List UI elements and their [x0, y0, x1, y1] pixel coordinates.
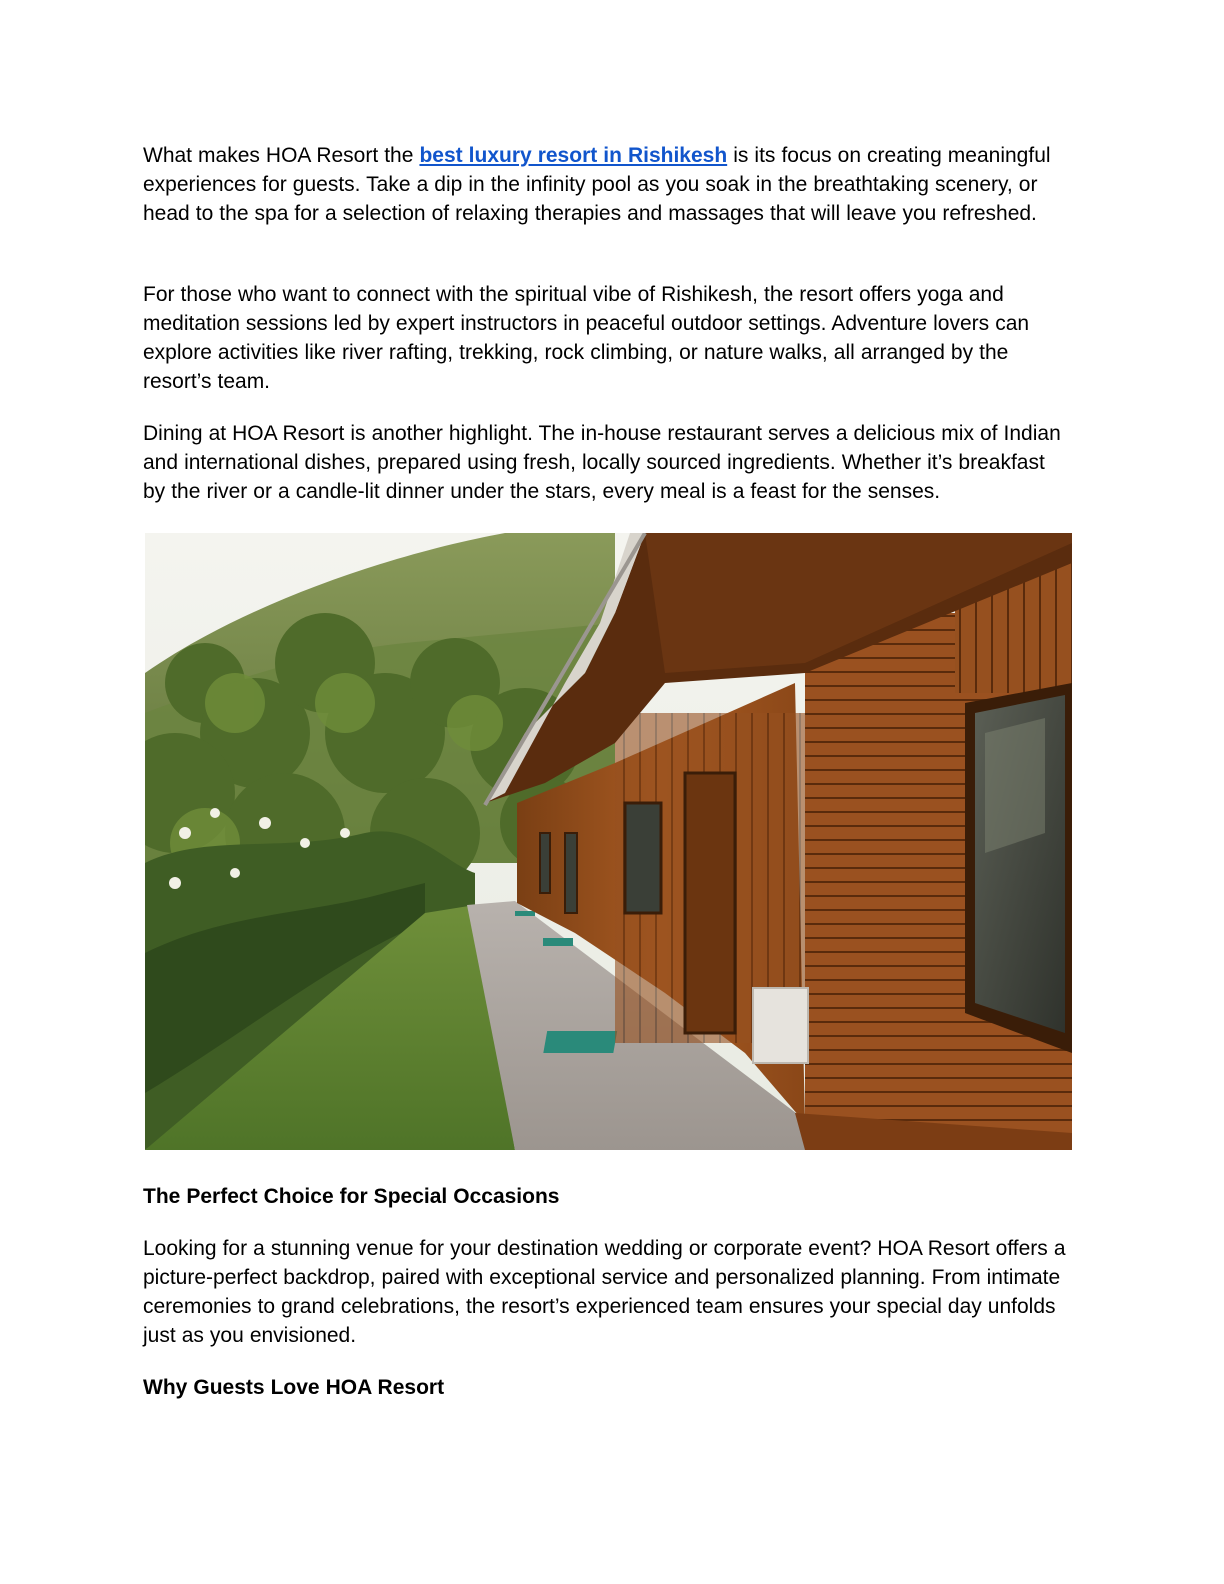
paragraph-intro-text-end: is its focus on creating meaningful experiences for guests. Take a dip in the infinity pool as you soak in the breathtaking scenery, or head to the spa for a selection of relaxing therapies and massages that will leave you refreshed.	[143, 144, 1051, 225]
resort-cottage-photo	[145, 533, 1072, 1150]
resort-cottage-illustration	[145, 533, 1072, 1150]
paragraph-intro-text-start: What makes HOA Resort the	[143, 144, 420, 167]
paragraph-dining: Dining at HOA Resort is another highlight. The in-house restaurant serves a delicious mix of Indian and international dishes, prepared using fresh, locally sourced ingredients. Whether it’s breakfast by the river or a candle-lit dinner under the stars, every meal is a feast for the senses.	[143, 422, 1061, 503]
best-luxury-resort-link[interactable]: best luxury resort in Rishikesh	[419, 144, 728, 167]
paragraph-intro	[143, 141, 1073, 228]
paragraph-events: Looking for a stunning venue for your destination wedding or corporate event? HOA Resort offers a picture-perfect backdrop, paired with exceptional service and personalized planning. From intimate ceremonies to grand celebrations, the resort’s experienced team ensures your special day unfolds just as you envisioned.	[143, 1237, 1066, 1347]
paragraph-activities: For those who want to connect with the spiritual vibe of Rishikesh, the resort offers yoga and meditation sessions led by expert instructors in peaceful outdoor settings. Adventure lovers can explore activities like river rafting, trekking, rock climbing, or nature walks, all arranged by the resort’s team.	[143, 283, 1030, 393]
heading-special-occasions: The Perfect Choice for Special Occasions	[143, 1185, 560, 1208]
heading-why-guests-love: Why Guests Love HOA Resort	[143, 1376, 445, 1399]
